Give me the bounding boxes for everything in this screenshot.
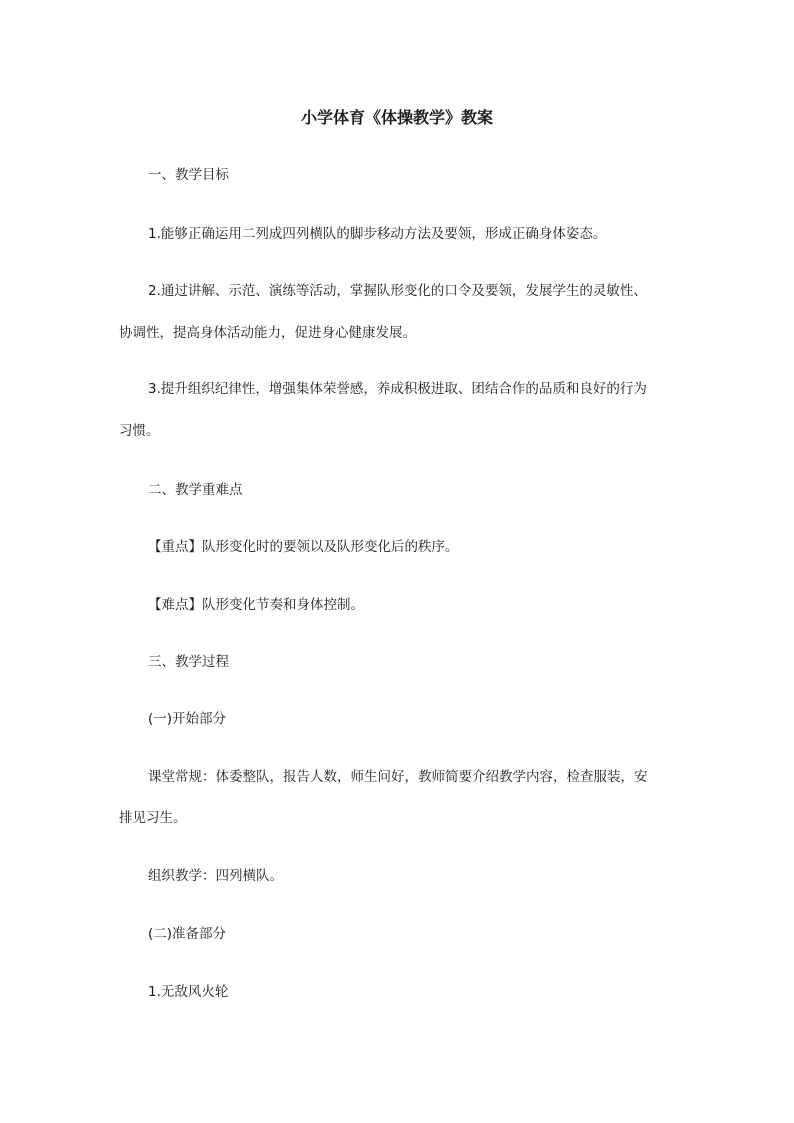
objective-2-line-2: 协调性，提高身体活动能力，促进身心健康发展。	[119, 325, 416, 341]
section-heading-process: 三、教学过程	[148, 654, 229, 670]
objective-3-line-1: 3.提升组织纪律性，增强集体荣誉感，养成积极进取、团结合作的品质和良好的行为	[148, 381, 647, 397]
difficult-point: 【难点】队形变化节奏和身体控制。	[148, 597, 364, 613]
objective-2-line-1: 2.通过讲解、示范、演练等活动，掌握队形变化的口令及要领，发展学生的灵敏性、	[148, 283, 647, 299]
objective-1: 1.能够正确运用二列成四列横队的脚步移动方法及要领，形成正确身体姿态。	[148, 226, 607, 242]
subsection-opening: (一)开始部分	[148, 711, 227, 727]
subsection-preparation: (二)准备部分	[148, 926, 227, 942]
activity-1: 1.无敌风火轮	[148, 984, 229, 1000]
routine-line-2: 排见习生。	[119, 810, 187, 826]
document-title: 小学体育《体操教学》教案	[300, 108, 493, 127]
organization: 组织教学：四列横队。	[148, 868, 283, 884]
key-point: 【重点】队形变化时的要领以及队形变化后的秩序。	[148, 539, 459, 555]
objective-3-line-2: 习惯。	[119, 423, 160, 439]
section-heading-key-points: 二、教学重难点	[148, 482, 243, 498]
section-heading-objectives: 一、教学目标	[148, 167, 229, 183]
routine-line-1: 课堂常规：体委整队，报告人数，师生问好，教师简要介绍教学内容，检查服装，安	[148, 769, 648, 785]
